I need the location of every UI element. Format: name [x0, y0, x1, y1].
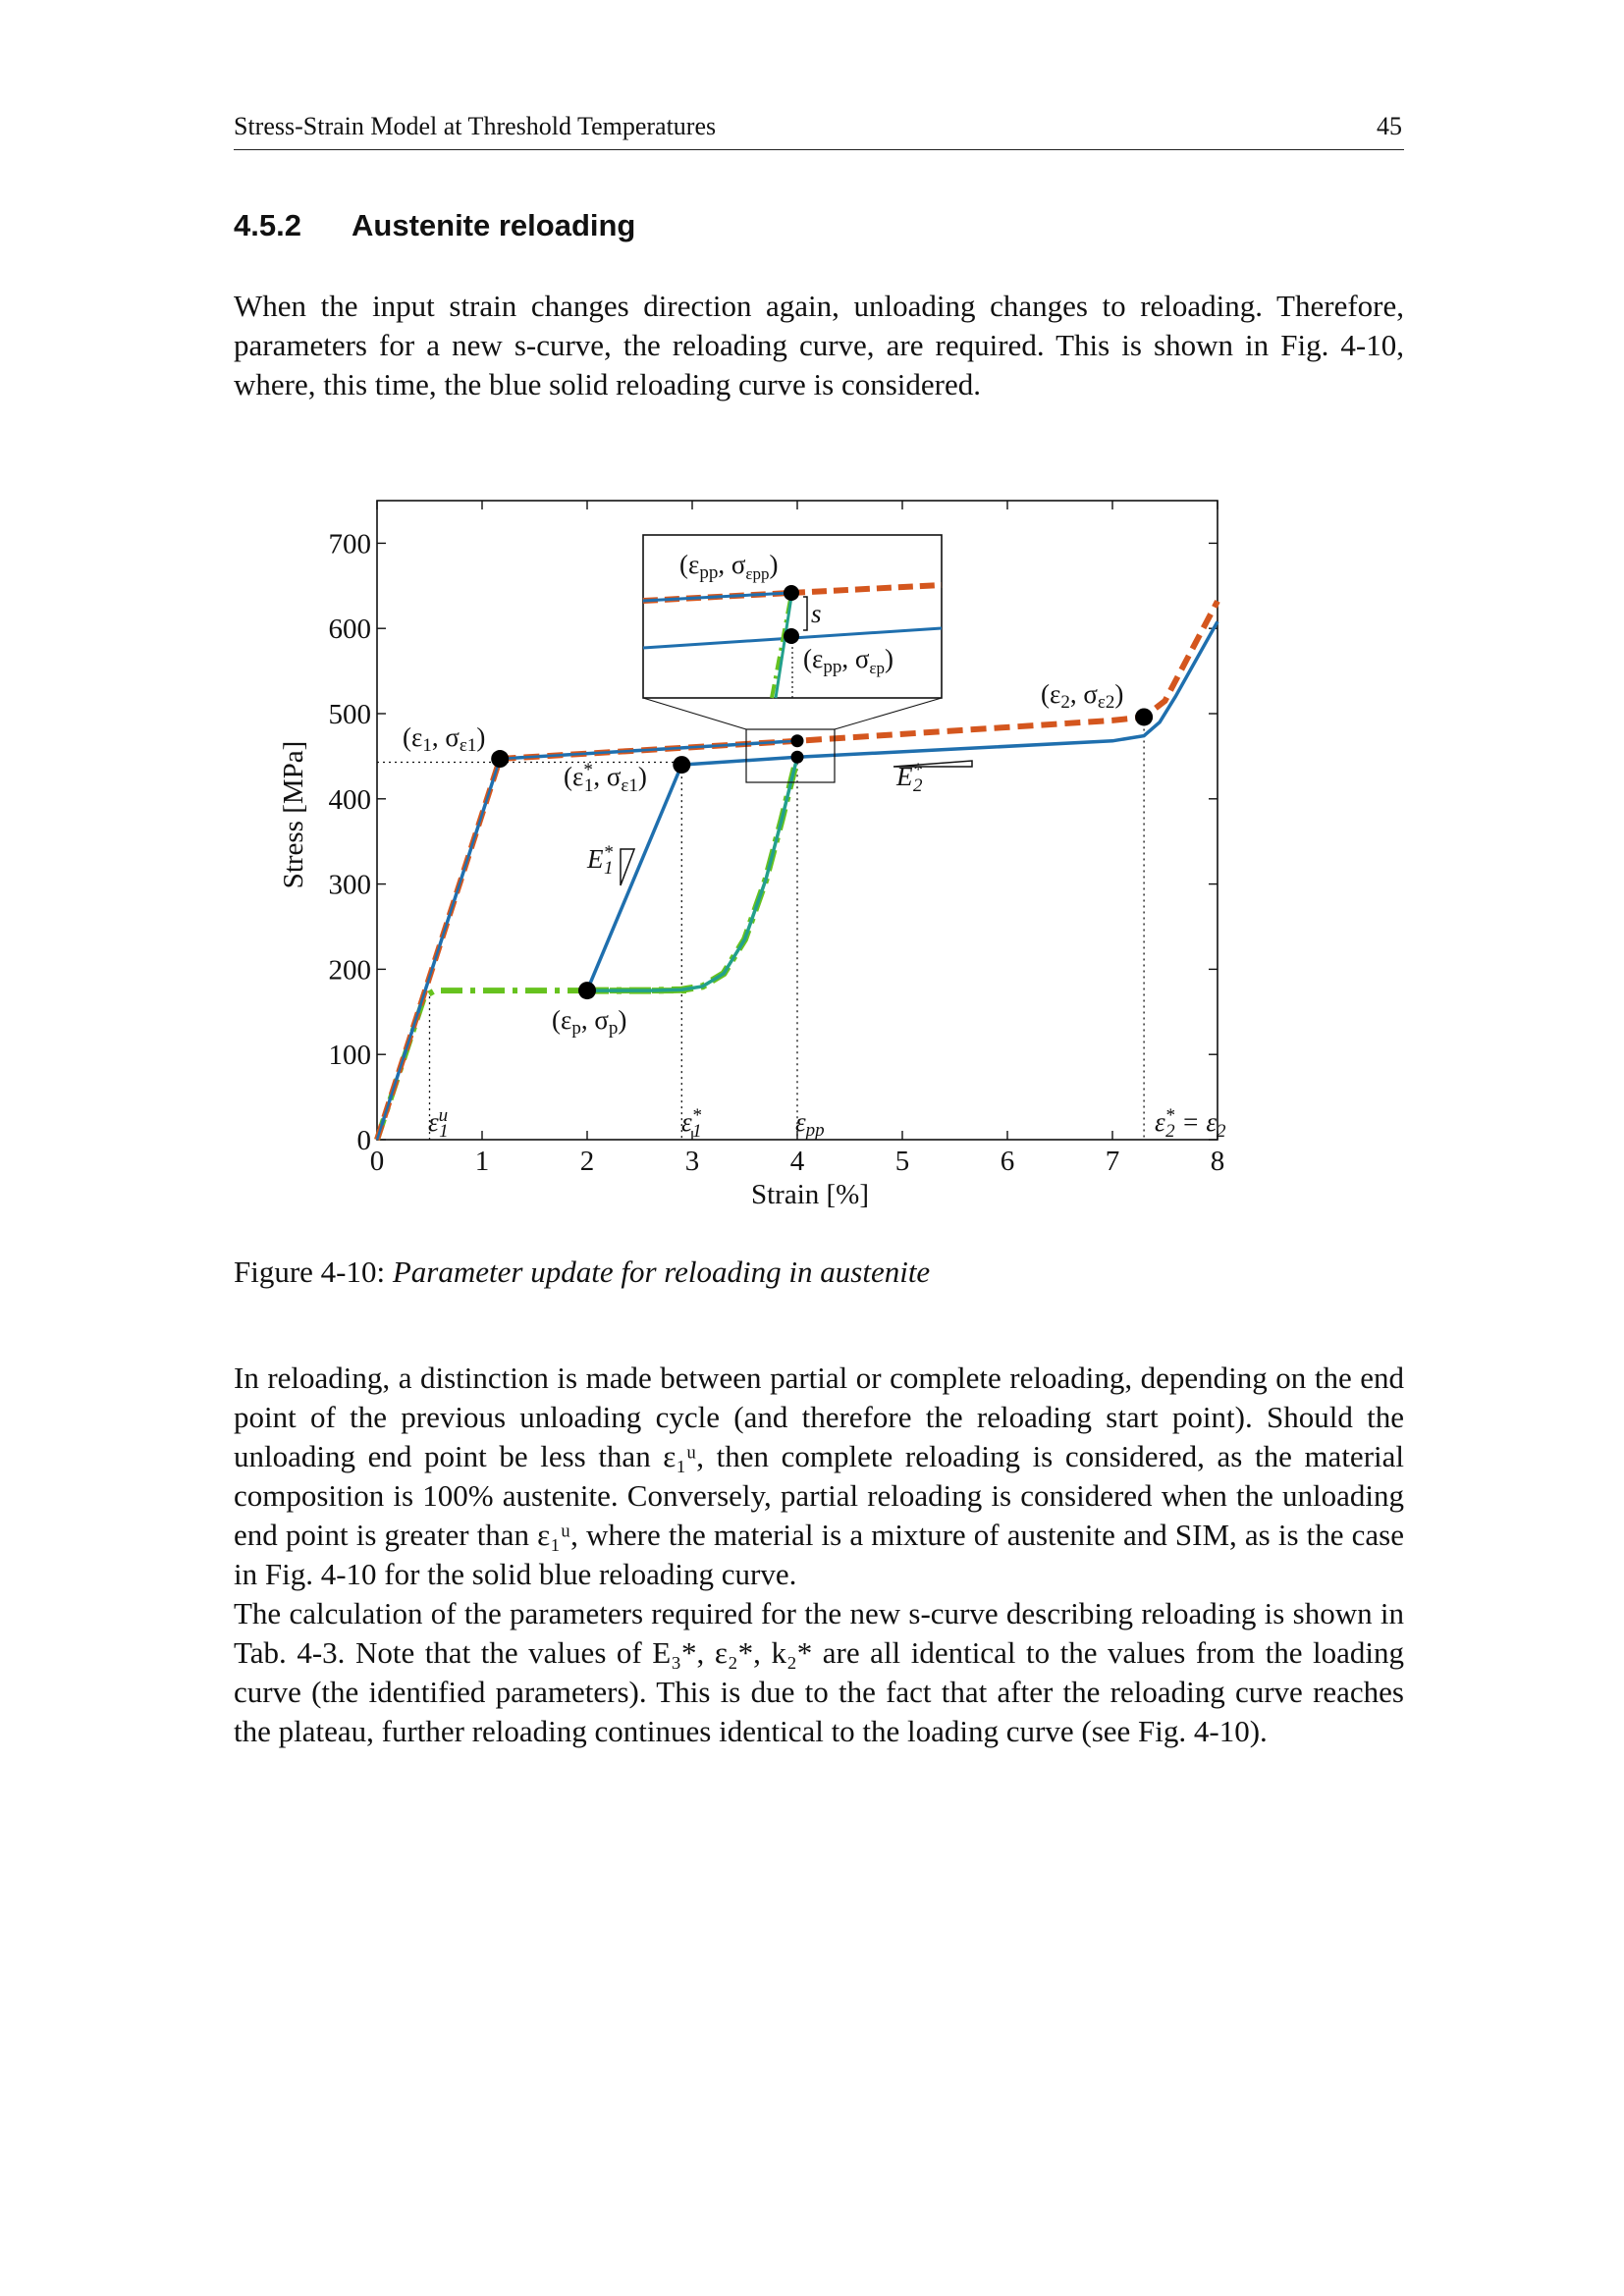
section-title: Austenite reloading	[352, 208, 636, 242]
paragraph-intro	[234, 287, 1404, 404]
label-ep-sub2: p	[608, 1018, 619, 1039]
paragraph-intro-text: When the input strain changes direction again, unloading changes to reloading. Therefore, parameters for a new s-curve, the reloading curve, are required. This is shown in Fig. 4-10, where, this time, the blue solid reloading curve is considered.	[234, 289, 1404, 401]
label-x-e2star	[1155, 1105, 1226, 1142]
y-tick-label-100: 100	[328, 1040, 371, 1072]
label-E1-sub: 1	[604, 858, 614, 879]
x-axis-title: Strain [%]	[751, 1179, 869, 1210]
label-e1star-close: )	[637, 762, 647, 791]
label-e1-close: )	[476, 722, 486, 752]
x-tick-label-2: 2	[579, 1146, 595, 1177]
curve-unloading	[377, 990, 692, 1140]
label-x-epp-base: ε	[795, 1107, 806, 1137]
label-e1star	[564, 760, 647, 796]
stress-strain-chart	[265, 491, 1267, 1217]
y-tick-label-500: 500	[328, 699, 371, 730]
label-E1-sup: *	[603, 842, 613, 863]
label-ep-open: (ε	[552, 1005, 572, 1035]
label-e1star-mid: , σ	[593, 762, 622, 791]
label-E1-base: E	[587, 844, 604, 874]
inset-zoom	[643, 535, 942, 782]
label-e1star-sub: 1	[583, 775, 594, 796]
label-E2-base: E	[896, 762, 913, 791]
figure-4-10	[265, 491, 1267, 1217]
label-x-e1u-base: ε	[428, 1107, 439, 1137]
label-e2-sigma-e2	[1041, 679, 1123, 713]
label-E2-sup: *	[912, 760, 922, 780]
y-tick-label-0: 0	[356, 1125, 371, 1156]
label-ep-sub: p	[571, 1018, 581, 1039]
label-x-e1u-sup: u	[438, 1105, 449, 1126]
x-tick-label-0: 0	[369, 1146, 385, 1177]
curve-reloading-initial	[377, 741, 797, 1140]
label-ep-mid: , σ	[580, 1005, 609, 1035]
x-tick-label-6: 6	[1000, 1146, 1015, 1177]
curve-reloading-elastic	[587, 765, 681, 990]
label-x-e2s-sub2: 2	[1217, 1121, 1226, 1142]
inset-bot-close: )	[885, 644, 894, 673]
label-x-e2s-sup: *	[1164, 1105, 1175, 1126]
x-tick-label-5: 5	[894, 1146, 910, 1177]
inset-bot-sub2: εp	[869, 659, 886, 677]
label-e2-open: (ε	[1041, 679, 1061, 709]
label-e2-sub2: ε2	[1097, 692, 1115, 713]
running-header-title: Stress-Strain Model at Threshold Temperatures	[234, 112, 717, 140]
point-marker-2	[578, 982, 596, 999]
inset-top-mid: , σ	[718, 550, 746, 579]
x-tick-label-7: 7	[1105, 1146, 1120, 1177]
label-x-e2s-sub: 2	[1165, 1121, 1175, 1142]
y-tick-label-300: 300	[328, 869, 371, 901]
y-tick-label-200: 200	[328, 954, 371, 987]
inset-connector-right	[835, 698, 942, 729]
point-marker-4	[791, 751, 804, 764]
y-tick-label-700: 700	[328, 528, 371, 561]
label-e2-mid: , σ	[1069, 679, 1098, 709]
label-e1star-open: (ε	[564, 762, 584, 791]
label-x-e1s-sub: 1	[692, 1121, 702, 1142]
label-x-e1s-base: ε	[681, 1107, 692, 1137]
figure-caption-text: Parameter update for reloading in austenite	[392, 1255, 931, 1289]
label-x-e2s-eq: = ε	[1174, 1107, 1217, 1137]
paragraph-calculation	[234, 1594, 1404, 1751]
label-x-e1u	[428, 1105, 449, 1142]
point-marker-0	[491, 750, 509, 768]
inset-point-bottom	[784, 628, 799, 644]
label-e1-mid: , σ	[431, 722, 460, 752]
inset-top-sub2: εpp	[745, 564, 770, 583]
label-e2-close: )	[1114, 679, 1124, 709]
inset-connector-left	[643, 698, 746, 729]
paragraph-calculation-text: The calculation of the parameters required for the new s-curve describing reloading is shown in Tab. 4-3. Note that the values of E₃*, ε₂*, k₂* are all identical to the values from the loading curve (the identified parameters). This is due to the fact that after the reloading curve reaches the plateau, further reloading continues identical to the loading curve (see Fig. 4-10).	[234, 1596, 1404, 1748]
running-header	[234, 110, 1404, 150]
x-tick-label-1: 1	[474, 1146, 490, 1177]
label-e2-sub: 2	[1060, 692, 1070, 713]
inset-point-top	[784, 585, 799, 601]
label-E2-sub: 2	[913, 775, 923, 796]
page-number: 45	[1377, 112, 1402, 140]
inset-top-open: (ε	[679, 550, 700, 579]
figure-caption	[234, 1255, 930, 1290]
x-tick-label-8: 8	[1210, 1146, 1225, 1177]
inset-top-close: )	[769, 550, 779, 579]
point-marker-5	[1135, 708, 1153, 725]
section-number: 4.5.2	[234, 208, 301, 242]
inset-top-sub: pp	[699, 562, 719, 583]
inset-s-label: s	[811, 599, 822, 628]
x-tick-label-4: 4	[789, 1146, 805, 1177]
label-x-e1star	[681, 1105, 702, 1142]
label-e1-sub2: ε1	[459, 735, 477, 756]
label-e1-open: (ε	[403, 722, 423, 752]
label-x-epp	[795, 1107, 825, 1141]
label-e1star-sub2: ε1	[621, 775, 638, 796]
inset-bot-mid: , σ	[841, 644, 870, 673]
paragraph-reloading	[234, 1359, 1404, 1594]
figure-caption-label: Figure 4-10:	[234, 1255, 386, 1289]
inset-bot-sub: pp	[823, 657, 842, 677]
y-axis-title: Stress [MPa]	[278, 740, 309, 889]
point-marker-3	[791, 734, 804, 747]
curve-reload-s	[587, 757, 797, 990]
section-heading	[234, 208, 635, 243]
label-e1star-sup: *	[583, 760, 593, 780]
label-x-e2s-base: ε	[1155, 1107, 1165, 1137]
y-tick-label-400: 400	[328, 783, 371, 816]
paragraph-reloading-text: In reloading, a distinction is made between partial or complete reloading, depending on the end point of the previous unloading cycle (and therefore the reloading start point). Should the unloading end point be less than ε₁ᵘ, then complete reloading is considered, as the material composition is 100% austenite. Conversely, partial reloading is considered when the unloading end point is greater than ε₁ᵘ, where the material is a mixture of austenite and SIM, as is the case in Fig. 4-10 for the solid blue reloading curve.	[234, 1361, 1404, 1591]
point-marker-1	[673, 756, 690, 774]
label-e1-sigma-e1	[403, 722, 485, 756]
label-E1star	[586, 842, 614, 879]
label-x-e1s-sup: *	[691, 1105, 702, 1126]
label-ep-sigma-p	[552, 1005, 626, 1039]
label-x-e1u-sub: 1	[439, 1121, 449, 1142]
label-e1-sub: 1	[422, 735, 432, 756]
y-tick-label-600: 600	[328, 614, 371, 646]
label-ep-close: )	[618, 1005, 627, 1035]
x-tick-label-3: 3	[684, 1146, 700, 1177]
label-x-epp-sub: pp	[805, 1120, 825, 1141]
inset-bot-open: (ε	[803, 644, 824, 673]
